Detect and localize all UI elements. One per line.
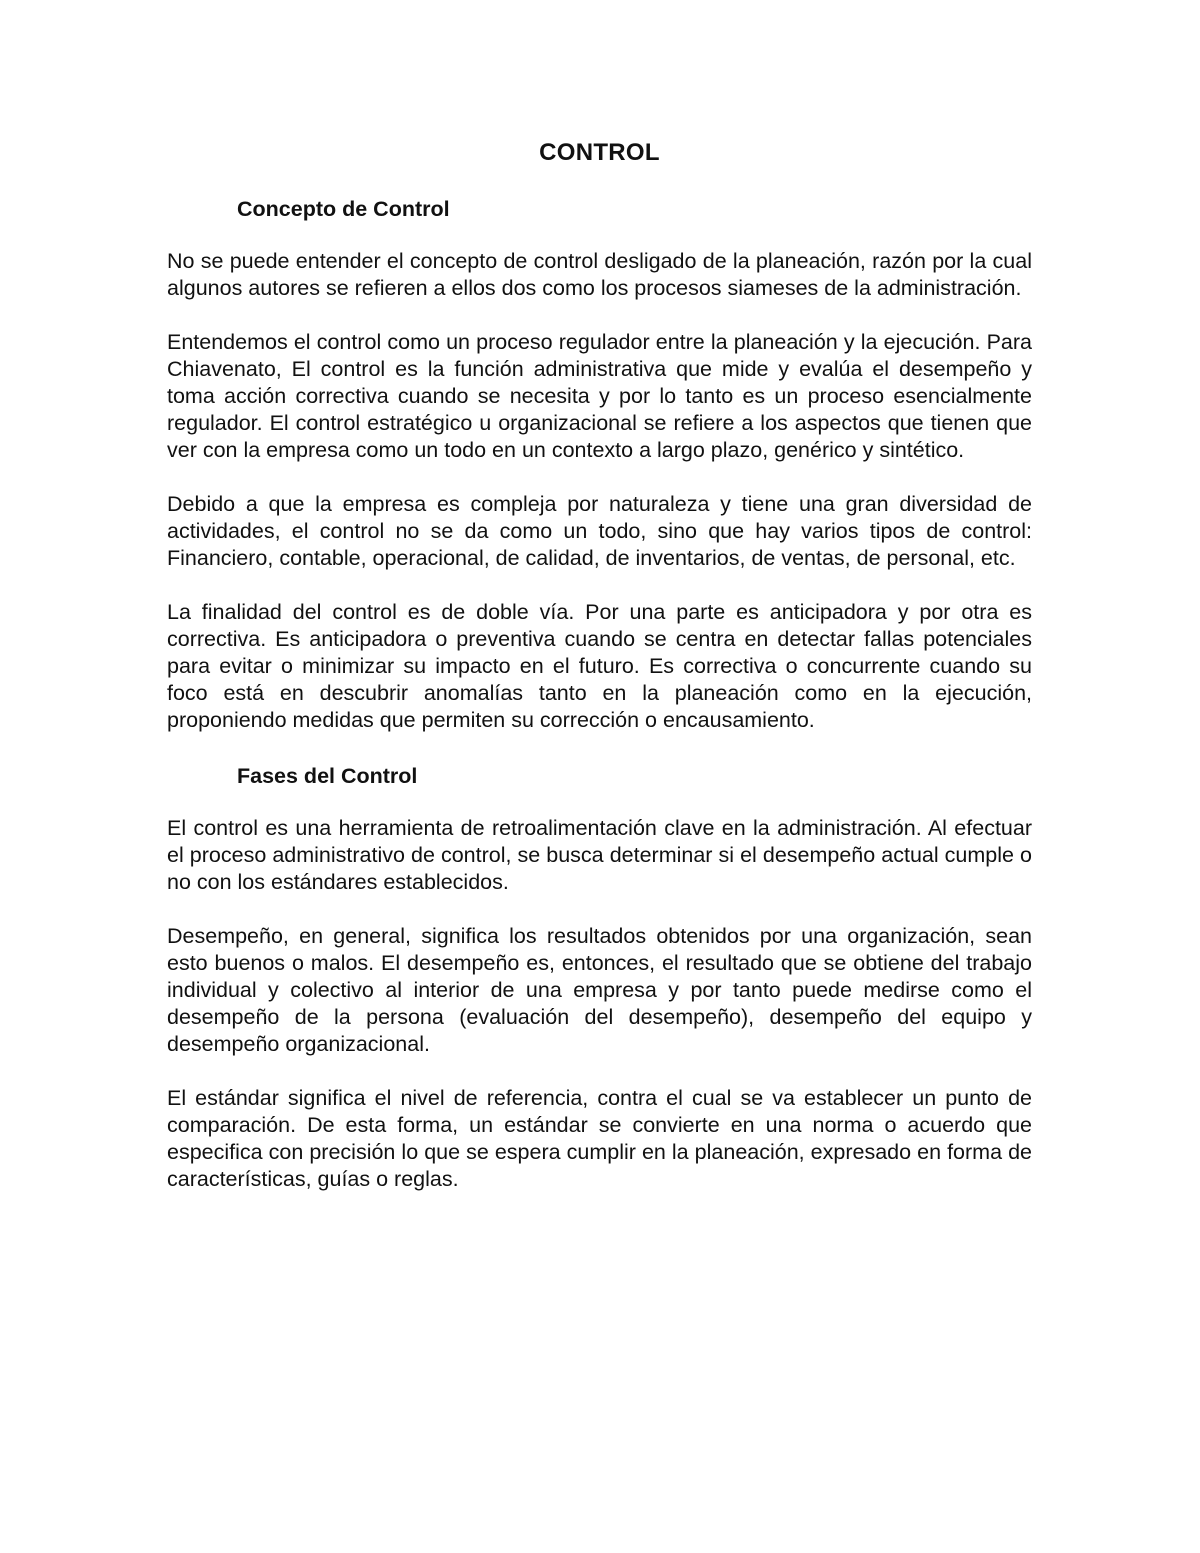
section-concepto [167,194,1032,734]
paragraph: Debido a que la empresa es compleja por naturaleza y tiene una gran diversidad de actividades, el control no se da como un todo, sino que hay varios tipos de control: Financiero, contable, operacional, de calidad, de inventarios, de ventas, de personal, etc. [167,492,1032,570]
section-heading: Fases del Control [237,764,418,788]
section-heading: Concepto de Control [237,197,450,221]
paragraph: Desempeño, en general, significa los resultados obtenidos por una organización, sean esto buenos o malos. El desempeño es, entonces, el resultado que se obtiene del trabajo individual y colectivo al interior de una empresa y por tanto puede medirse como el desempeño de la persona (evaluación del desempeño), desempeño del equipo y desempeño organizacional. [167,924,1032,1056]
section-fases [167,761,1032,1193]
paragraph: No se puede entender el concepto de control desligado de la planeación, razón por la cual algunos autores se refieren a ellos dos como los procesos siameses de la administración. [167,249,1032,300]
paragraph: El estándar significa el nivel de referencia, contra el cual se va establecer un punto de comparación. De esta forma, un estándar se convierte en una norma o acuerdo que especifica con precisión lo que se espera cumplir en la planeación, expresado en forma de características, guías o reglas. [167,1086,1032,1191]
document-title: CONTROL [539,139,660,166]
paragraph: El control es una herramienta de retroalimentación clave en la administración. Al efectuar el proceso administrativo de control, se busca determinar si el desempeño actual cumple o no con los estándares establecidos. [167,816,1032,894]
document-page [167,134,1032,1193]
paragraph: La finalidad del control es de doble vía. Por una parte es anticipadora y por otra es correctiva. Es anticipadora o preventiva cuando se centra en detectar fallas potenciales para evitar o minimizar su impacto en el futuro. Es correctiva o concurrente cuando su foco está en descubrir anomalías tanto en la planeación como en la ejecución, proponiendo medidas que permiten su corrección o encausamiento. [167,600,1032,732]
paragraph: Entendemos el control como un proceso regulador entre la planeación y la ejecución. Para Chiavenato, El control es la función administrativa que mide y evalúa el desempeño y toma acción correctiva cuando se necesita y por lo tanto es un proceso esencialmente regulador. El control estratégico u organizacional se refiere a los aspectos que tienen que ver con la empresa como un todo en un contexto a largo plazo, genérico y sintético. [167,330,1032,462]
